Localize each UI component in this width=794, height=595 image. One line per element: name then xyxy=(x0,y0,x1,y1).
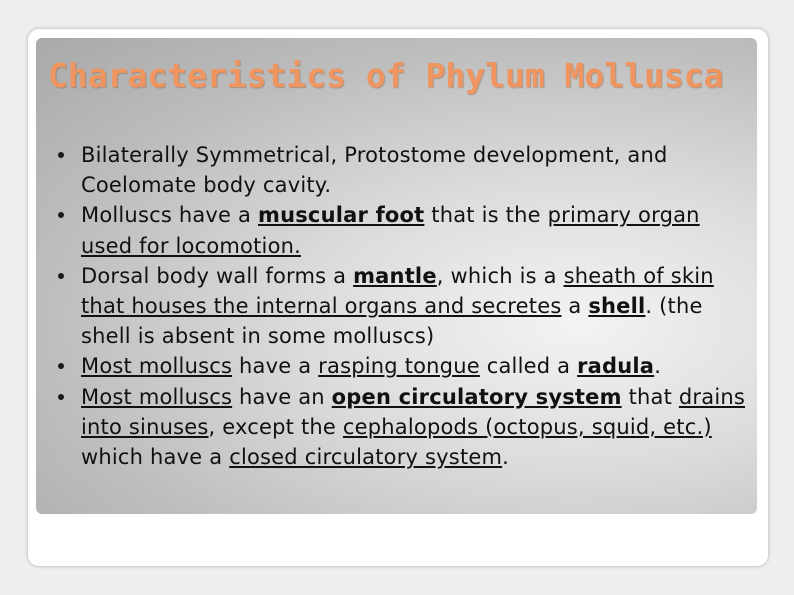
bullet-text xyxy=(81,140,749,200)
key-term: radula xyxy=(577,354,655,379)
text-run: Molluscs have a xyxy=(81,203,258,228)
bullet-dot-icon xyxy=(58,273,64,279)
underlined-phrase: rasping tongue xyxy=(318,354,480,379)
bullet-dot-icon xyxy=(58,394,64,400)
text-run: which have a xyxy=(81,445,230,470)
bullet-item xyxy=(0,140,794,200)
bullet-dot-icon xyxy=(58,152,64,158)
bullet-list xyxy=(0,140,794,472)
bullet-item xyxy=(0,351,794,381)
slide-title: Characteristics of Phylum Mollusca xyxy=(48,56,724,95)
bullet-dot-icon xyxy=(58,363,64,369)
underlined-phrase: primary organ used for locomotion. xyxy=(81,203,700,258)
text-run: . (the shell is absent in some molluscs) xyxy=(81,294,703,349)
text-run: have a xyxy=(232,354,319,379)
underlined-phrase: Most molluscs xyxy=(81,384,233,409)
key-term: open circulatory system xyxy=(331,384,622,409)
underlined-phrase: drains into sinuses xyxy=(81,384,746,439)
text-run: called a xyxy=(479,354,578,379)
key-term: mantle xyxy=(353,263,437,288)
underlined-phrase: closed circulatory system xyxy=(229,445,503,470)
bullet-text xyxy=(81,200,749,260)
bullet-item xyxy=(0,200,794,260)
text-run: that xyxy=(621,384,679,409)
bullet-dot-icon xyxy=(58,212,64,218)
underlined-phrase: Most molluscs xyxy=(81,354,233,379)
underlined-phrase: cephalopods (octopus, squid, etc.) xyxy=(342,414,712,439)
bullet-text xyxy=(81,382,749,473)
text-run: a xyxy=(561,294,589,319)
text-run: . xyxy=(502,445,510,470)
text-run: have an xyxy=(232,384,332,409)
text-run: , which is a xyxy=(436,263,564,288)
key-term: muscular foot xyxy=(258,203,425,228)
bullet-text xyxy=(81,261,749,352)
bullet-item xyxy=(0,261,794,352)
text-run: Bilaterally Symmetrical, Protostome development, and Coelomate body cavity. xyxy=(81,143,668,198)
text-run: Dorsal body wall forms a xyxy=(81,263,354,288)
text-run: . xyxy=(654,354,662,379)
text-run: , except the xyxy=(208,414,343,439)
underlined-phrase: sheath of skin that houses the internal organs and secretes xyxy=(81,263,714,319)
bullet-item xyxy=(0,382,794,473)
text-run: that is the xyxy=(424,203,548,228)
bullet-text xyxy=(81,351,749,381)
key-term: shell xyxy=(588,294,646,319)
